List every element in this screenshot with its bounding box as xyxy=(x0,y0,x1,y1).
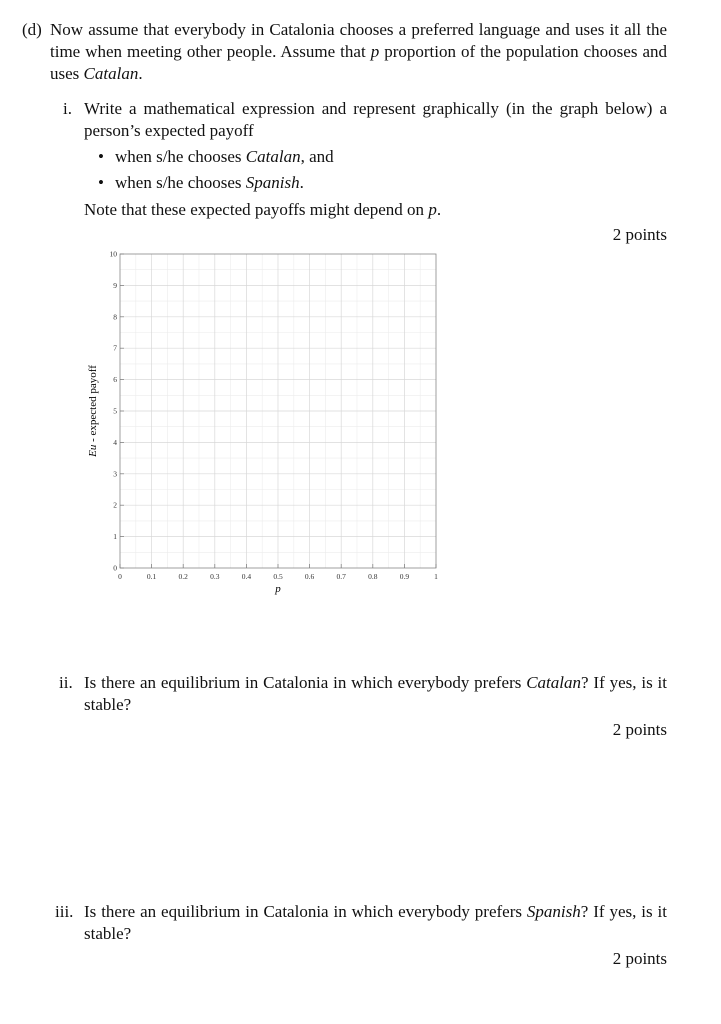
x-tick-label: 0.2 xyxy=(178,572,188,581)
x-tick-label: 0.3 xyxy=(210,572,220,581)
x-tick-label: 0 xyxy=(118,572,122,581)
y-tick-label: 4 xyxy=(113,437,117,447)
y-tick-label: 0 xyxy=(113,563,117,573)
question-iii-label: iii. xyxy=(55,902,74,921)
payoff-chart xyxy=(70,240,460,600)
x-tick-label: 0.1 xyxy=(146,572,157,581)
part-d-label: (d) xyxy=(22,20,42,39)
var-p: p xyxy=(370,42,380,61)
part-d-text-3: . xyxy=(138,64,143,83)
x-tick-label: 1 xyxy=(434,572,438,581)
x-tick-label: 0.4 xyxy=(241,572,252,581)
question-ii-label: ii. xyxy=(59,673,73,692)
y-tick-label: 6 xyxy=(113,375,117,385)
x-tick-label: 0.6 xyxy=(304,572,315,581)
y-tick-label: 9 xyxy=(113,280,117,290)
bullet-dot: • xyxy=(98,173,104,192)
question-iii-text: Is there an equilibrium in Catalonia in which everybody prefers Spanish? If yes, is it stable? xyxy=(84,902,667,943)
y-tick-label: 7 xyxy=(113,343,117,353)
x-axis-label: p xyxy=(275,583,281,595)
points-question-ii: 2 points xyxy=(612,720,667,739)
bullet-text: when s/he chooses Catalan, and xyxy=(115,147,334,166)
part-d-text-2: proportion of the population chooses and uses xyxy=(50,42,668,83)
y-tick-label: 1 xyxy=(113,532,117,542)
part-d-text-1: Now assume that everybody in Catalonia chooses a preferred language and uses it all the time when meeting other people. Assume that xyxy=(50,20,667,61)
question-i-label: i. xyxy=(63,99,72,118)
y-tick-label: 3 xyxy=(113,469,117,479)
x-tick-label: 0.5 xyxy=(273,572,283,581)
points-question-iii: 2 points xyxy=(612,949,667,968)
y-tick-label: 8 xyxy=(113,312,117,322)
bullet-dot: • xyxy=(98,147,104,166)
catalan-term: Catalan xyxy=(83,64,139,83)
bullet-text: when s/he chooses Spanish. xyxy=(115,173,304,192)
y-tick-label: 5 xyxy=(113,406,117,416)
x-tick-label: 0.9 xyxy=(399,572,410,581)
part-d-text xyxy=(50,19,667,85)
y-axis-label: Eu - expected payoff xyxy=(87,365,99,457)
question-i-text: Write a mathematical expression and represent graphically (in the graph below) a person’s expected payoff xyxy=(84,99,667,140)
x-axis-ticks xyxy=(118,564,438,581)
x-tick-label: 0.8 xyxy=(368,572,378,581)
y-axis-ticks xyxy=(110,250,125,573)
x-tick-label: 0.7 xyxy=(336,572,346,581)
question-ii-text: Is there an equilibrium in Catalonia in which everybody prefers Catalan? If yes, is it stable? xyxy=(84,673,667,714)
question-i-note: Note that these expected payoffs might depend on p. xyxy=(84,200,442,219)
points-question-i: 2 points xyxy=(612,225,667,244)
y-tick-label: 10 xyxy=(109,249,117,259)
y-tick-label: 2 xyxy=(113,500,117,510)
